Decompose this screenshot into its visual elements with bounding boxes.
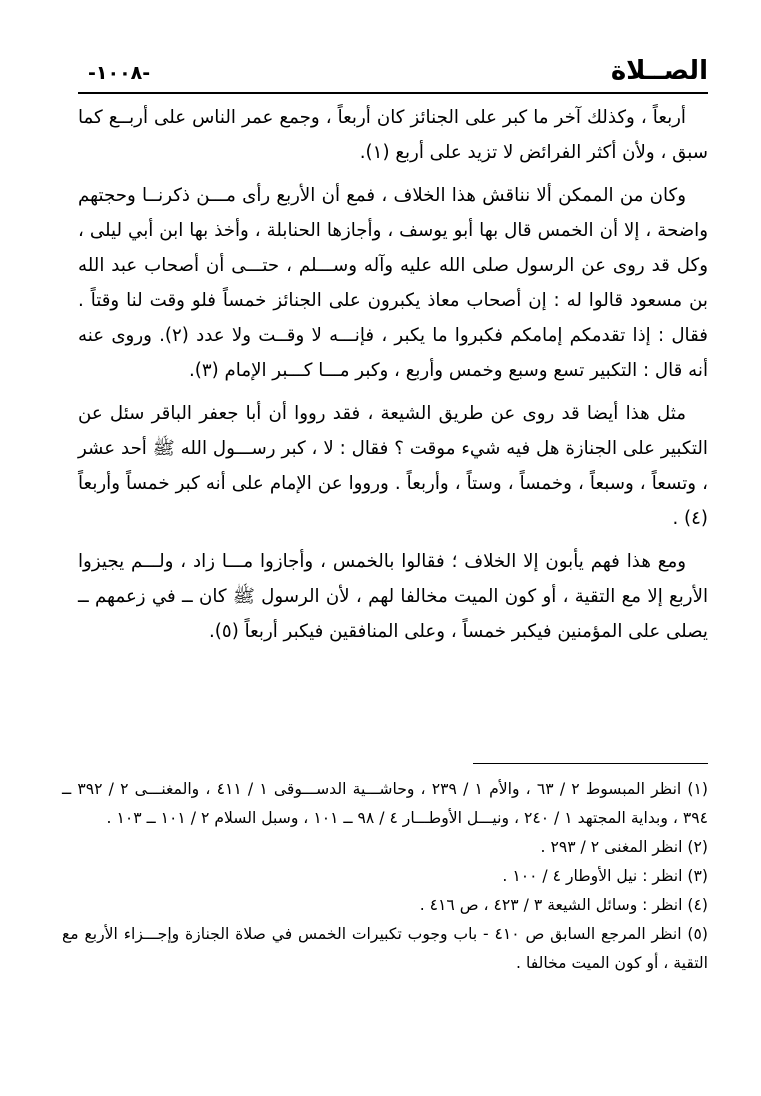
paragraph: وكان من الممكن ألا نناقش هذا الخلاف ، فمع أن الأربع رأى مـــن ذكرنــا وحجتهم واضحة ، إلا أن الخمس قال بها أبو يوسف ، وأجازها الحنابلة ، وأخذ بها ابن أبي ليلى ، وكل قد روى عن الرسول صلى الله عليه وآله وســـلم ، حتـــى أن أصحاب عبد الله بن مسعود قالوا له : إن أصحاب معاذ يكبرون على الجنائز خمساً فلو وقت لنا وقتاً . فقال : إذا تقدمكم إمامكم فكبروا ما يكبر ، فإنـــه لا وقــت ولا عدد (٢). وروى عنه أنه قال : التكبير تسع وسبع وخمس وأربع ، وكبر مـــا كـــبر الإمام (٣). [78, 185, 708, 381]
footnote: (٢) انظر المغنى ٢ / ٢٩٣ . [540, 838, 708, 856]
footnote: (٥) انظر المرجع السابق ص ٤١٠ - باب وجوب تكبيرات الخمس في صلاة الجنازة وإجـــزاء الأربع مع التقية ، أو كون الميت مخالفا . [62, 925, 708, 972]
header-divider [78, 92, 708, 94]
footnote: (٤) انظر : وسائل الشيعة ٣ / ٤٢٣ ، ص ٤١٦ . [419, 896, 708, 914]
running-title: الصــلاة [610, 56, 708, 86]
page-header [78, 56, 708, 90]
footnote: (٣) انظر : نيل الأوطار ٤ / ١٠٠ . [502, 867, 708, 885]
footnotes [62, 775, 708, 978]
page-number: -١٠٠٨- [88, 62, 151, 84]
main-text [78, 100, 708, 657]
footnote: (١) انظر المبسوط ٢ / ٦٣ ، والأم ١ / ٢٣٩ ، وحاشـــية الدســـوقى ١ / ٤١١ ، والمغنـــى ٢ / ٣٩٢ ــ ٣٩٤ ، وبداية المجتهد ١ / ٢٤٠ ، ونيـــل الأوطـــار ٤ / ٩٨ ــ ١٠١ ، وسبل السلام ٢ / ١٠١ ــ ١٠٣ . [62, 780, 708, 827]
paragraph: مثل هذا أيضا قد روى عن طريق الشيعة ، فقد رووا أن أبا جعفر الباقر سئل عن التكبير على الجنازة هل فيه شيء موقت ؟ فقال : لا ، كبر رســـول الله ﷺ أحد عشر ، وتسعاً ، وسبعاً ، وخمساً ، وستاً ، وأربعاً . ورووا عن الإمام على أنه كبر خمساً وأربعاً (٤) . [78, 403, 708, 529]
paragraph: ومع هذا فهم يأبون إلا الخلاف ؛ فقالوا بالخمس ، وأجازوا مـــا زاد ، ولـــم يجيزوا الأربع إلا مع التقية ، أو كون الميت مخالفا لهم ، لأن الرسول ﷺ كان ــ في زعمهم ــ يصلى على المؤمنين فيكبر خمساً ، وعلى المنافقين فيكبر أربعاً (٥). [78, 551, 708, 642]
paragraph: أربعاً ، وكذلك آخر ما كبر على الجنائز كان أربعاً ، وجمع عمر الناس على أربــع كما سبق ، ولأن أكثر الفرائض لا تزيد على أربع (١). [78, 107, 708, 163]
footnote-divider [473, 763, 708, 764]
